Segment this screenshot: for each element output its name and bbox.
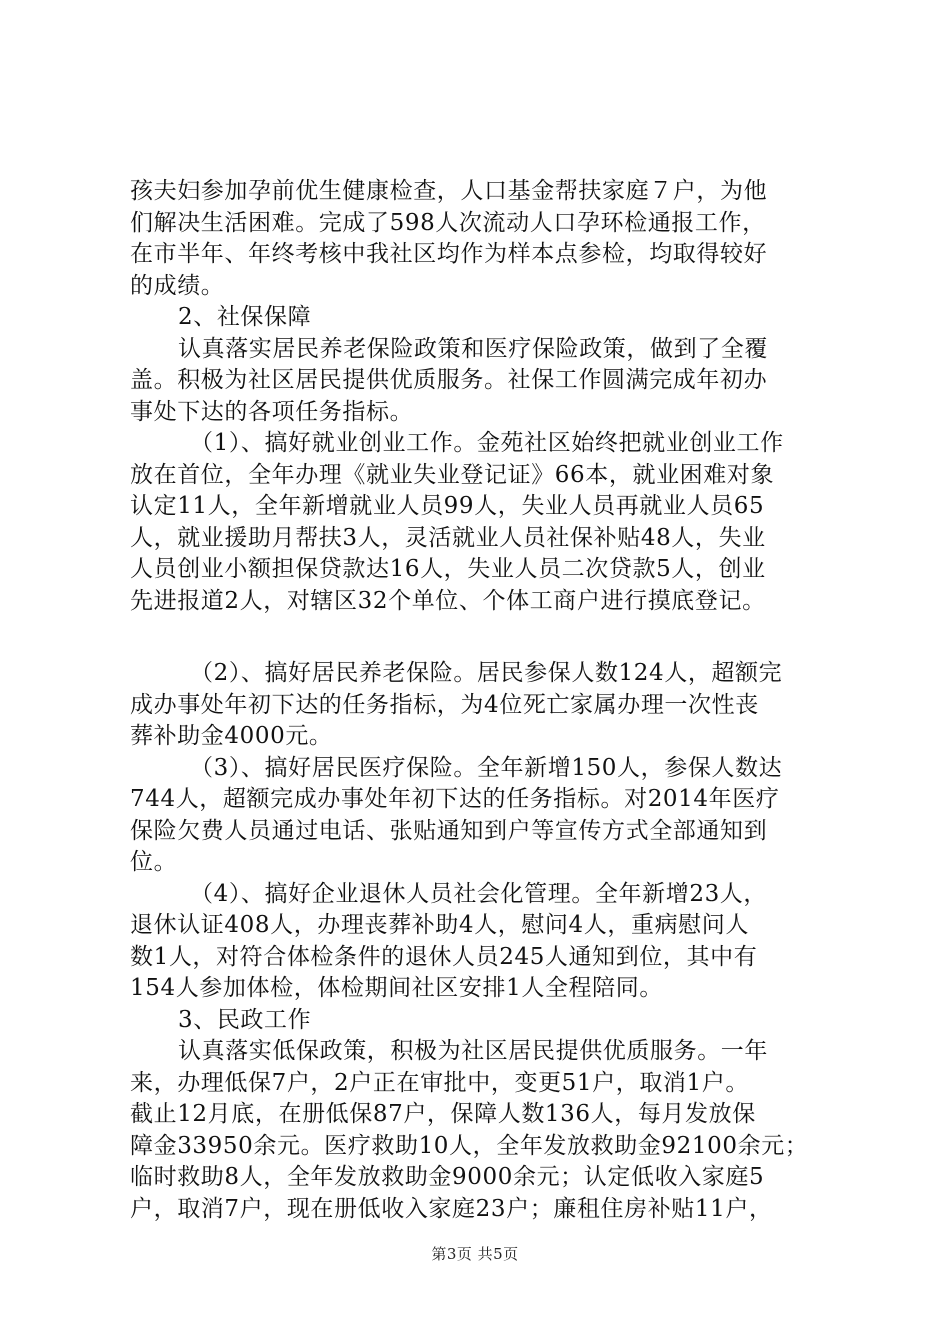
page-number-footer: 第3页 共5页: [431, 1245, 519, 1263]
text-line: 来，办理低保7户，2户正在审批中，变更51户，取消1户。: [130, 1069, 749, 1096]
text-line: 障金33950余元。医疗救助10人，全年发放救助金92100余元；: [130, 1132, 809, 1159]
text-line: 临时救助8人，全年发放救助金9000余元；认定低收入家庭5: [130, 1164, 765, 1190]
text-line: 的成绩。: [130, 272, 225, 299]
text-line: 户，取消7户，现在册低收入家庭23户；廉租住房补贴11户，: [130, 1195, 773, 1222]
text-line: 在市半年、年终考核中我社区均作为样本点参检，均取得较好: [130, 241, 768, 267]
text-line: （2）、搞好居民养老保险。居民参保人数124人，超额完: [190, 660, 783, 686]
text-line: 成办事处年初下达的任务指标，为4位死亡家属办理一次性丧: [130, 691, 759, 718]
text-line: 事处下达的各项任务指标。: [130, 398, 414, 425]
text-line: 放在首位，全年办理《就业失业登记证》66本，就业困难对象: [130, 461, 775, 488]
text-line: （1）、搞好就业创业工作。金苑社区始终把就业创业工作: [190, 430, 784, 456]
paragraph-gap: [130, 617, 840, 658]
section-heading: 2、社保保障: [178, 304, 312, 330]
text-line: 盖。积极为社区居民提供优质服务。社保工作圆满完成年初办: [130, 367, 768, 393]
body-text: [130, 176, 840, 1225]
text-line: 人员创业小额担保贷款达16人，失业人员二次贷款5人，创业: [130, 556, 766, 582]
text-line: （4）、搞好企业退休人员社会化管理。全年新增23人，: [190, 880, 767, 907]
text-line: 154人参加体检，体检期间社区安排1人全程陪同。: [130, 975, 663, 1001]
text-line: 认真落实居民养老保险政策和医疗保险政策，做到了全覆: [178, 335, 768, 362]
text-line: 孩夫妇参加孕前优生健康检查，人口基金帮扶家庭７户，为他: [130, 178, 768, 204]
text-line: 们解决生活困难。完成了598人次流动人口孕环检通报工作，: [130, 209, 766, 236]
text-line: 认定11人，全年新增就业人员99人，失业人员再就业人员65: [130, 493, 765, 519]
text-line: 744人，超额完成办事处年初下达的任务指标。对2014年医疗: [130, 786, 780, 812]
text-line: （3）、搞好居民医疗保险。全年新增150人，参保人数达: [190, 754, 783, 781]
text-line: 退休认证408人，办理丧葬补助4人，慰问4人，重病慰问人: [130, 912, 749, 938]
text-line: 数1人，对符合体检条件的退休人员245人通知到位，其中有: [130, 943, 758, 970]
text-line: 位。: [130, 849, 178, 875]
text-line: 保险欠费人员通过电话、张贴通知到户等宣传方式全部通知到: [130, 817, 768, 844]
text-line: 截止12月底，在册低保87户，保障人数136人，每月发放保: [130, 1101, 756, 1127]
text-line: 认真落实低保政策，积极为社区居民提供优质服务。一年: [178, 1038, 768, 1064]
text-line: 葬补助金4000元。: [130, 723, 333, 749]
text-line: 人，就业援助月帮扶3人，灵活就业人员社保补贴48人，失业: [130, 524, 766, 551]
text-line: 先进报道2人，对辖区32个单位、个体工商户进行摸底登记。: [130, 587, 766, 614]
section-heading: 3、民政工作: [178, 1006, 312, 1033]
